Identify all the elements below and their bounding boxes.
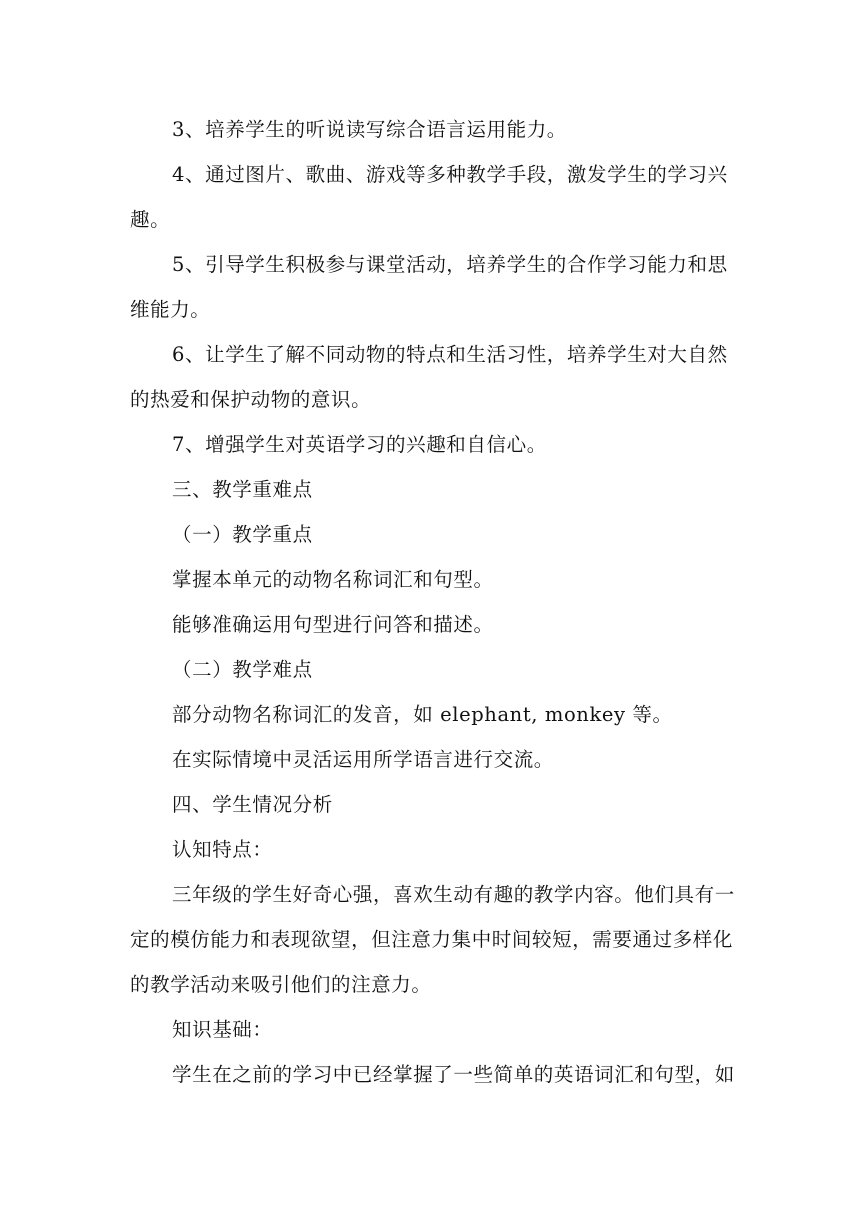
cognitive-para-line-2: 定的模仿能力和表现欲望，但注意力集中时间较短，需要通过多样化 [130, 928, 734, 951]
key-point-2: 能够准确运用句型进行问答和描述。 [172, 613, 494, 636]
section-heading-3: 三、教学重难点 [172, 478, 313, 501]
label-cognitive: 认知特点： [172, 838, 273, 861]
difficulty-2: 在实际情境中灵活运用所学语言进行交流。 [172, 748, 554, 771]
objective-4-cont: 趣。 [130, 208, 171, 231]
subheading-key-points: （一）教学重点 [172, 523, 313, 546]
difficulty-1: 部分动物名称词汇的发音，如 elephant, monkey 等。 [172, 703, 673, 726]
objective-5: 5、引导学生积极参与课堂活动，培养学生的合作学习能力和思 [172, 253, 728, 276]
objective-6: 6、让学生了解不同动物的特点和生活习性，培养学生对大自然 [172, 343, 728, 366]
label-knowledge: 知识基础： [172, 1018, 273, 1041]
cognitive-para-line-3: 的教学活动来吸引他们的注意力。 [130, 973, 432, 996]
objective-6-cont: 的热爱和保护动物的意识。 [130, 388, 372, 411]
objective-3: 3、培养学生的听说读写综合语言运用能力。 [172, 118, 567, 141]
subheading-difficulties: （二）教学难点 [172, 658, 313, 681]
objective-4: 4、通过图片、歌曲、游戏等多种教学手段，激发学生的学习兴 [172, 163, 728, 186]
knowledge-para-line-1: 学生在之前的学习中已经掌握了一些简单的英语词汇和句型，如 [172, 1063, 735, 1086]
cognitive-para-line-1: 三年级的学生好奇心强，喜欢生动有趣的教学内容。他们具有一 [172, 883, 735, 906]
objective-7: 7、增强学生对英语学习的兴趣和自信心。 [172, 433, 547, 456]
section-heading-4: 四、学生情况分析 [172, 793, 333, 816]
key-point-1: 掌握本单元的动物名称词汇和句型。 [172, 568, 494, 591]
objective-5-cont: 维能力。 [130, 298, 211, 321]
